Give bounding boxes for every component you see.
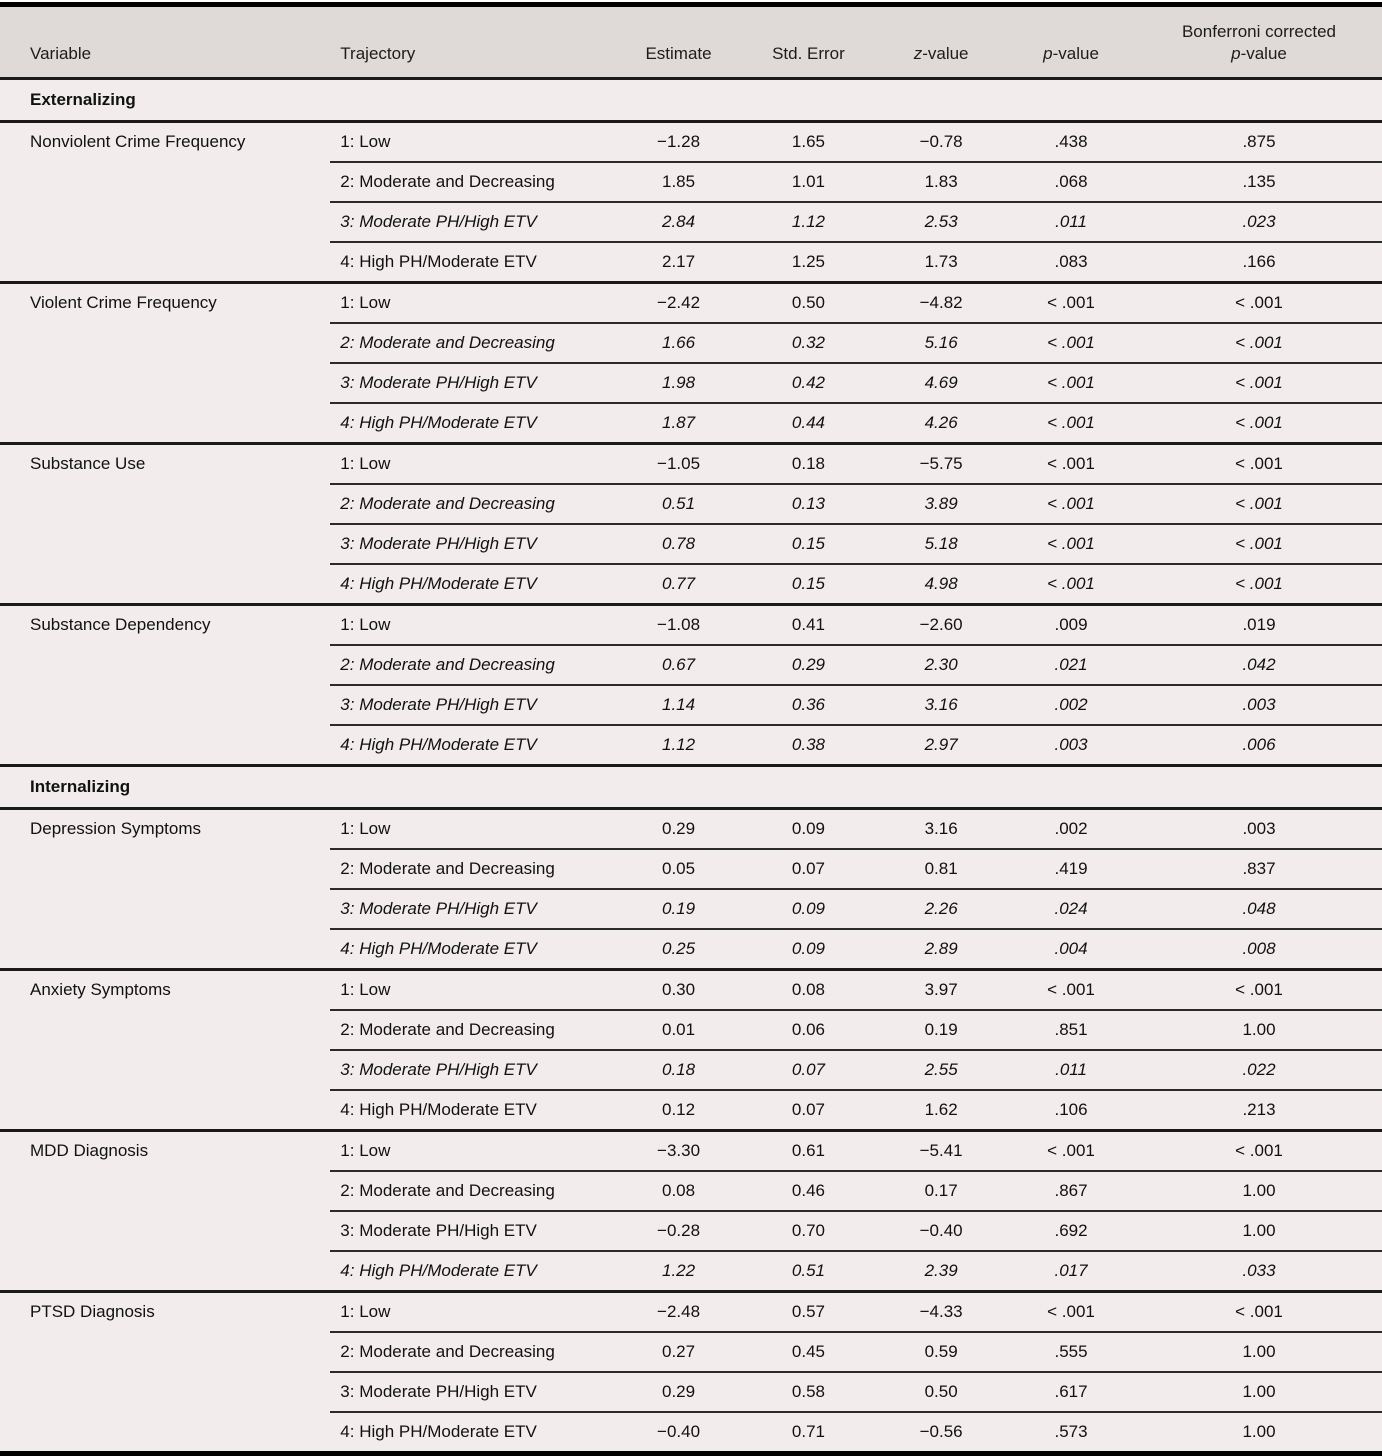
std-error-cell: 0.51 — [741, 1251, 876, 1292]
bonferroni-cell: .135 — [1136, 162, 1382, 202]
estimate-cell: −1.28 — [616, 122, 740, 163]
trajectory-cell: 2: Moderate and Decreasing — [330, 484, 616, 524]
bonferroni-cell: < .001 — [1136, 1131, 1382, 1172]
bonferroni-cell: < .001 — [1136, 444, 1382, 485]
estimate-cell: 0.27 — [616, 1332, 740, 1372]
z-value-cell: 2.26 — [876, 889, 1006, 929]
z-value-cell: −0.78 — [876, 122, 1006, 163]
bonferroni-cell: .875 — [1136, 122, 1382, 163]
p-value-cell: .009 — [1006, 605, 1136, 646]
z-value-cell: 2.89 — [876, 929, 1006, 970]
bonferroni-cell: .008 — [1136, 929, 1382, 970]
trajectory-cell: 3: Moderate PH/High ETV — [330, 524, 616, 564]
z-value-cell: −2.60 — [876, 605, 1006, 646]
estimate-cell: 0.19 — [616, 889, 740, 929]
z-value-cell: 1.83 — [876, 162, 1006, 202]
trajectory-cell: 4: High PH/Moderate ETV — [330, 564, 616, 605]
std-error-cell: 0.57 — [741, 1292, 876, 1333]
bonferroni-cell: .048 — [1136, 889, 1382, 929]
bonferroni-cell: < .001 — [1136, 1292, 1382, 1333]
estimate-cell: 1.66 — [616, 323, 740, 363]
z-value-cell: −5.41 — [876, 1131, 1006, 1172]
z-value-cell: 1.62 — [876, 1090, 1006, 1131]
trajectory-cell: 3: Moderate PH/High ETV — [330, 1050, 616, 1090]
std-error-cell: 0.36 — [741, 685, 876, 725]
p-value-cell: .083 — [1006, 242, 1136, 283]
trajectory-cell: 2: Moderate and Decreasing — [330, 849, 616, 889]
p-value-cell: .851 — [1006, 1010, 1136, 1050]
estimate-cell: 0.77 — [616, 564, 740, 605]
estimate-cell: −0.28 — [616, 1211, 740, 1251]
header-text: Std. Error — [772, 44, 845, 63]
std-error-cell: 0.06 — [741, 1010, 876, 1050]
std-error-cell: 0.29 — [741, 645, 876, 685]
std-error-cell: 0.09 — [741, 809, 876, 850]
p-value-cell: .419 — [1006, 849, 1136, 889]
trajectory-cell: 2: Moderate and Decreasing — [330, 1010, 616, 1050]
trajectory-cell: 4: High PH/Moderate ETV — [330, 929, 616, 970]
std-error-cell: 0.46 — [741, 1171, 876, 1211]
table-row — [0, 605, 1382, 646]
z-value-cell: 2.55 — [876, 1050, 1006, 1090]
estimate-cell: 0.12 — [616, 1090, 740, 1131]
estimate-cell: −1.08 — [616, 605, 740, 646]
bonferroni-cell: .019 — [1136, 605, 1382, 646]
bonferroni-cell: < .001 — [1136, 524, 1382, 564]
bonferroni-cell: .033 — [1136, 1251, 1382, 1292]
z-value-cell: 0.19 — [876, 1010, 1006, 1050]
std-error-cell: 0.08 — [741, 970, 876, 1011]
z-value-cell: 3.16 — [876, 809, 1006, 850]
p-value-cell: .021 — [1006, 645, 1136, 685]
header-text: Trajectory — [340, 44, 416, 63]
header-text-italic: p — [1043, 44, 1053, 63]
std-error-cell: 1.01 — [741, 162, 876, 202]
z-value-cell: −4.33 — [876, 1292, 1006, 1333]
z-value-cell: 2.30 — [876, 645, 1006, 685]
std-error-cell: 0.50 — [741, 283, 876, 324]
z-value-cell: 0.59 — [876, 1332, 1006, 1372]
estimate-cell: 0.18 — [616, 1050, 740, 1090]
p-value-cell: .002 — [1006, 685, 1136, 725]
bonferroni-cell: .006 — [1136, 725, 1382, 766]
bonferroni-cell: 1.00 — [1136, 1010, 1382, 1050]
table-row — [0, 122, 1382, 163]
p-value-cell: .017 — [1006, 1251, 1136, 1292]
table-row — [0, 283, 1382, 324]
header-text: -value — [1240, 44, 1287, 63]
std-error-cell: 0.09 — [741, 889, 876, 929]
bonferroni-cell: 1.00 — [1136, 1211, 1382, 1251]
estimate-cell: −2.42 — [616, 283, 740, 324]
header-text: Variable — [30, 44, 92, 63]
std-error-cell: 0.18 — [741, 444, 876, 485]
estimate-cell: 0.25 — [616, 929, 740, 970]
estimate-cell: 1.12 — [616, 725, 740, 766]
std-error-cell: 0.07 — [741, 1090, 876, 1131]
estimate-cell: 0.08 — [616, 1171, 740, 1211]
trajectory-cell: 1: Low — [330, 283, 616, 324]
trajectory-cell: 3: Moderate PH/High ETV — [330, 889, 616, 929]
std-error-cell: 0.58 — [741, 1372, 876, 1412]
p-value-cell: .555 — [1006, 1332, 1136, 1372]
std-error-cell: 0.07 — [741, 849, 876, 889]
z-value-cell: 1.73 — [876, 242, 1006, 283]
trajectory-cell: 4: High PH/Moderate ETV — [330, 403, 616, 444]
z-value-cell: 0.17 — [876, 1171, 1006, 1211]
header-text: -value — [1052, 44, 1099, 63]
z-value-cell: 0.50 — [876, 1372, 1006, 1412]
p-value-cell: .573 — [1006, 1412, 1136, 1454]
p-value-cell: < .001 — [1006, 970, 1136, 1011]
column-header-bonferroni — [1136, 5, 1382, 79]
estimate-cell: −1.05 — [616, 444, 740, 485]
p-value-cell: .003 — [1006, 725, 1136, 766]
trajectory-cell: 1: Low — [330, 444, 616, 485]
trajectory-cell: 2: Moderate and Decreasing — [330, 1332, 616, 1372]
p-value-cell: < .001 — [1006, 444, 1136, 485]
header-text-italic: z — [913, 44, 923, 63]
std-error-cell: 0.15 — [741, 524, 876, 564]
trajectory-cell: 4: High PH/Moderate ETV — [330, 725, 616, 766]
table-body — [0, 79, 1382, 1454]
bonferroni-cell: 1.00 — [1136, 1332, 1382, 1372]
table-row — [0, 809, 1382, 850]
std-error-cell: 0.42 — [741, 363, 876, 403]
z-value-cell: −0.56 — [876, 1412, 1006, 1454]
trajectory-cell: 1: Low — [330, 809, 616, 850]
z-value-cell: 2.53 — [876, 202, 1006, 242]
p-value-cell: .617 — [1006, 1372, 1136, 1412]
trajectory-cell: 1: Low — [330, 122, 616, 163]
variable-cell: PTSD Diagnosis — [0, 1292, 330, 1454]
section-label: Externalizing — [0, 79, 1382, 122]
trajectory-cell: 4: High PH/Moderate ETV — [330, 1251, 616, 1292]
p-value-cell: < .001 — [1006, 323, 1136, 363]
std-error-cell: 0.09 — [741, 929, 876, 970]
column-header-std-error — [741, 5, 876, 79]
section-header-row — [0, 766, 1382, 809]
variable-cell: Substance Use — [0, 444, 330, 605]
header-text: Bonferroni corrected — [1181, 22, 1336, 41]
table-header-row — [0, 5, 1382, 79]
z-value-cell: 3.89 — [876, 484, 1006, 524]
z-value-cell: 3.97 — [876, 970, 1006, 1011]
std-error-cell: 0.44 — [741, 403, 876, 444]
std-error-cell: 0.32 — [741, 323, 876, 363]
estimate-cell: −0.40 — [616, 1412, 740, 1454]
bonferroni-cell: .003 — [1136, 685, 1382, 725]
variable-cell: MDD Diagnosis — [0, 1131, 330, 1292]
estimate-cell: 0.78 — [616, 524, 740, 564]
estimate-cell: 0.05 — [616, 849, 740, 889]
header-text: -value — [922, 44, 969, 63]
trajectory-cell: 4: High PH/Moderate ETV — [330, 242, 616, 283]
std-error-cell: 0.15 — [741, 564, 876, 605]
trajectory-cell: 2: Moderate and Decreasing — [330, 645, 616, 685]
bonferroni-cell: < .001 — [1136, 403, 1382, 444]
z-value-cell: 3.16 — [876, 685, 1006, 725]
p-value-cell: .867 — [1006, 1171, 1136, 1211]
p-value-cell: .438 — [1006, 122, 1136, 163]
bonferroni-cell: < .001 — [1136, 283, 1382, 324]
trajectory-cell: 1: Low — [330, 605, 616, 646]
estimate-cell: 0.29 — [616, 1372, 740, 1412]
bonferroni-cell: < .001 — [1136, 484, 1382, 524]
p-value-cell: .024 — [1006, 889, 1136, 929]
variable-cell: Substance Dependency — [0, 605, 330, 766]
estimate-cell: 0.01 — [616, 1010, 740, 1050]
header-text-italic: p — [1231, 44, 1241, 63]
estimate-cell: 2.17 — [616, 242, 740, 283]
estimate-cell: 2.84 — [616, 202, 740, 242]
bonferroni-cell: .213 — [1136, 1090, 1382, 1131]
estimate-cell: 0.30 — [616, 970, 740, 1011]
z-value-cell: 5.16 — [876, 323, 1006, 363]
p-value-cell: < .001 — [1006, 484, 1136, 524]
trajectory-cell: 3: Moderate PH/High ETV — [330, 1211, 616, 1251]
p-value-cell: .068 — [1006, 162, 1136, 202]
estimate-cell: 0.51 — [616, 484, 740, 524]
variable-cell: Depression Symptoms — [0, 809, 330, 970]
std-error-cell: 0.61 — [741, 1131, 876, 1172]
std-error-cell: 0.38 — [741, 725, 876, 766]
z-value-cell: 5.18 — [876, 524, 1006, 564]
z-value-cell: 2.39 — [876, 1251, 1006, 1292]
trajectory-cell: 4: High PH/Moderate ETV — [330, 1412, 616, 1454]
z-value-cell: −0.40 — [876, 1211, 1006, 1251]
z-value-cell: −4.82 — [876, 283, 1006, 324]
z-value-cell: 4.98 — [876, 564, 1006, 605]
estimate-cell: −3.30 — [616, 1131, 740, 1172]
std-error-cell: 1.65 — [741, 122, 876, 163]
std-error-cell: 0.70 — [741, 1211, 876, 1251]
estimate-cell: 1.14 — [616, 685, 740, 725]
p-value-cell: < .001 — [1006, 1131, 1136, 1172]
p-value-cell: < .001 — [1006, 524, 1136, 564]
std-error-cell: 0.45 — [741, 1332, 876, 1372]
estimate-cell: 0.67 — [616, 645, 740, 685]
table-row — [0, 1292, 1382, 1333]
bonferroni-cell: .022 — [1136, 1050, 1382, 1090]
bonferroni-cell: < .001 — [1136, 970, 1382, 1011]
section-header-row — [0, 79, 1382, 122]
trajectory-cell: 4: High PH/Moderate ETV — [330, 1090, 616, 1131]
estimate-cell: 1.22 — [616, 1251, 740, 1292]
bonferroni-cell: .166 — [1136, 242, 1382, 283]
p-value-cell: .002 — [1006, 809, 1136, 850]
p-value-cell: .692 — [1006, 1211, 1136, 1251]
z-value-cell: 4.26 — [876, 403, 1006, 444]
std-error-cell: 0.13 — [741, 484, 876, 524]
bonferroni-cell: 1.00 — [1136, 1412, 1382, 1454]
std-error-cell: 1.25 — [741, 242, 876, 283]
variable-cell: Violent Crime Frequency — [0, 283, 330, 444]
trajectory-cell: 1: Low — [330, 970, 616, 1011]
trajectory-cell: 2: Moderate and Decreasing — [330, 162, 616, 202]
estimate-cell: 1.87 — [616, 403, 740, 444]
header-text: Estimate — [645, 44, 712, 63]
bonferroni-cell: 1.00 — [1136, 1372, 1382, 1412]
p-value-cell: < .001 — [1006, 403, 1136, 444]
section-label: Internalizing — [0, 766, 1382, 809]
bonferroni-cell: < .001 — [1136, 564, 1382, 605]
z-value-cell: 2.97 — [876, 725, 1006, 766]
trajectory-cell: 3: Moderate PH/High ETV — [330, 685, 616, 725]
p-value-cell: .011 — [1006, 202, 1136, 242]
variable-cell: Nonviolent Crime Frequency — [0, 122, 330, 283]
trajectory-cell: 1: Low — [330, 1292, 616, 1333]
p-value-cell: .106 — [1006, 1090, 1136, 1131]
std-error-cell: 1.12 — [741, 202, 876, 242]
p-value-cell: < .001 — [1006, 283, 1136, 324]
trajectory-cell: 1: Low — [330, 1131, 616, 1172]
p-value-cell: < .001 — [1006, 564, 1136, 605]
std-error-cell: 0.71 — [741, 1412, 876, 1454]
estimate-cell: 1.98 — [616, 363, 740, 403]
std-error-cell: 0.41 — [741, 605, 876, 646]
p-value-cell: .011 — [1006, 1050, 1136, 1090]
results-table — [0, 2, 1382, 1456]
std-error-cell: 0.07 — [741, 1050, 876, 1090]
p-value-cell: < .001 — [1006, 1292, 1136, 1333]
table-row — [0, 970, 1382, 1011]
column-header-variable — [0, 5, 330, 79]
variable-cell: Anxiety Symptoms — [0, 970, 330, 1131]
z-value-cell: −5.75 — [876, 444, 1006, 485]
bonferroni-cell: .042 — [1136, 645, 1382, 685]
bonferroni-cell: < .001 — [1136, 363, 1382, 403]
p-value-cell: .004 — [1006, 929, 1136, 970]
bonferroni-cell: < .001 — [1136, 323, 1382, 363]
estimate-cell: 0.29 — [616, 809, 740, 850]
z-value-cell: 4.69 — [876, 363, 1006, 403]
trajectory-cell: 3: Moderate PH/High ETV — [330, 1372, 616, 1412]
table-row — [0, 444, 1382, 485]
bonferroni-cell: .837 — [1136, 849, 1382, 889]
column-header-trajectory — [330, 5, 616, 79]
column-header-z-value — [876, 5, 1006, 79]
column-header-p-value — [1006, 5, 1136, 79]
trajectory-cell: 3: Moderate PH/High ETV — [330, 363, 616, 403]
estimate-cell: 1.85 — [616, 162, 740, 202]
bonferroni-cell: 1.00 — [1136, 1171, 1382, 1211]
column-header-estimate — [616, 5, 740, 79]
bonferroni-cell: .003 — [1136, 809, 1382, 850]
p-value-cell: < .001 — [1006, 363, 1136, 403]
table-row — [0, 1131, 1382, 1172]
trajectory-cell: 2: Moderate and Decreasing — [330, 1171, 616, 1211]
estimate-cell: −2.48 — [616, 1292, 740, 1333]
trajectory-cell: 3: Moderate PH/High ETV — [330, 202, 616, 242]
bonferroni-cell: .023 — [1136, 202, 1382, 242]
z-value-cell: 0.81 — [876, 849, 1006, 889]
trajectory-cell: 2: Moderate and Decreasing — [330, 323, 616, 363]
